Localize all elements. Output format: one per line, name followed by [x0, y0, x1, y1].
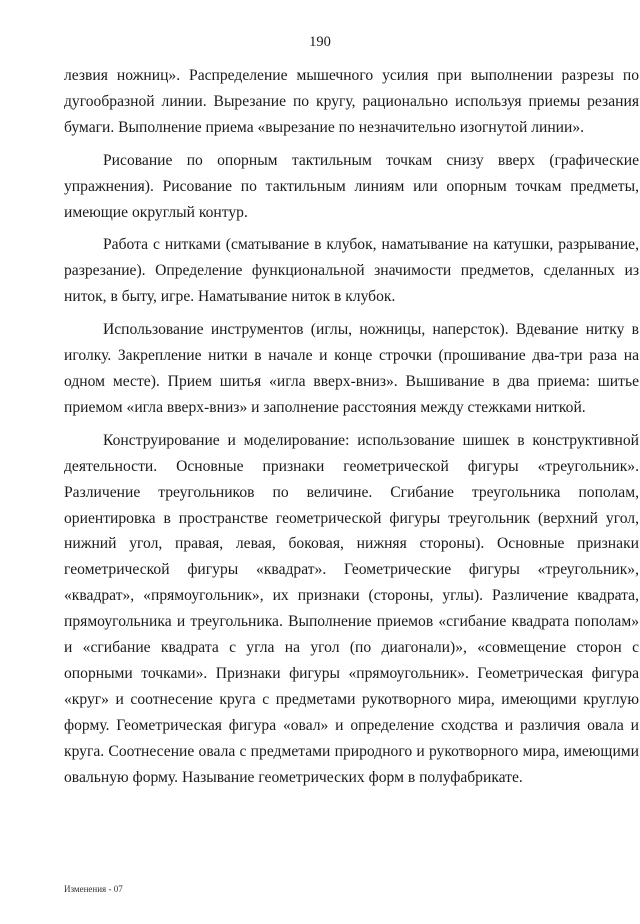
paragraph: лезвия ножниц». Распределение мышечного усилия при выполнении разрезы по дугообразной линии. Вырезание по кругу, рационально используя приемы резания бумаги. Выполнение приема «вырезание по незначительно изогнутой линии». — [64, 67, 639, 136]
page-number: 190 — [309, 34, 331, 50]
footer-revision-note: Изменения - 07 — [64, 884, 123, 894]
paragraph: Использование инструментов (иглы, ножницы, наперсток). Вдевание нитку в иголку. Закрепление нитки в начале и конце строчки (прошивание два-три раза на одном месте). Прием шитья «игла вверх-вниз». Вышивание в два приема: шитье приемом «игла вверх-вниз» и заполнение расстояния между стежками ниткой. — [64, 321, 639, 416]
body-text — [64, 63, 639, 790]
paragraph: Работа с нитками (сматывание в клубок, наматывание на катушки, разрывание, разрезание). Определение функциональной значимости предметов, сделанных из ниток, в быту, игре. Наматывание ниток в клубок. — [64, 236, 639, 306]
paragraph: Рисование по опорным тактильным точкам снизу вверх (графические упражнения). Рисование по тактильным линиям или опорным точкам предметы, имеющие округлый контур. — [64, 151, 639, 221]
paragraph: Конструирование и моделирование: использование шишек в конструктивной деятельности. Основные признаки геометрической фигуры «треугольник». Различение треугольников по величине. Сгибание треугольника пополам, ориентировка в пространстве геометрической фигуры треугольник (верхний угол, нижний угол, правая, левая, боковая, нижняя стороны). Основные признаки геометрической фигуры «квадрат». Геометрические фигуры «треугольник», «квадрат», «прямоугольник», их признаки (стороны, углы). Различение квадрата, прямоугольника и треугольника. Выполнение приемов «сгибание квадрата пополам» и «сгибание квадрата с угла на угол (по диагонали)», «совмещение сторон с опорными точками». Признаки фигуры «прямоугольник». Геометрическая фигура «круг» и соотнесение круга с предметами рукотворного мира, имеющими круглую форму. Геометрическая фигура «овал» и определение сходства и различия овала и круга. Соотнесение овала с предметами природного и рукотворного мира, имеющими овальную форму. Называние геометрических форм в полуфабрикате. — [64, 431, 639, 786]
